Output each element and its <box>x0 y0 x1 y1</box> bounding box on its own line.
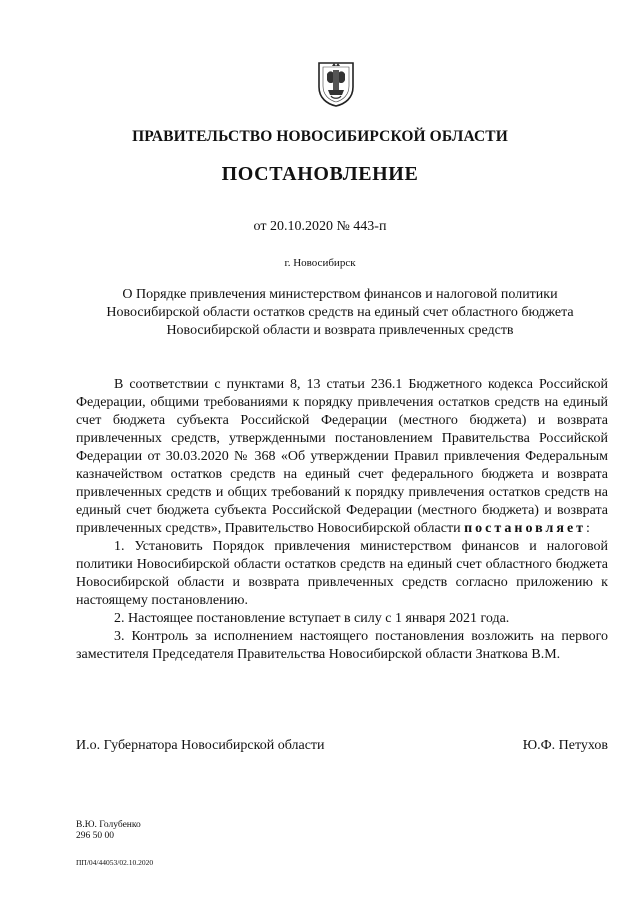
clause-1: 1. Установить Порядок привлечения министерством финансов и налоговой политики Новосибирской области остатков средств на единый счет областного бюджета Новосибирской области и возврата привлеченных средств согласно приложению к настоящему постановлению. <box>76 539 608 608</box>
document-body <box>76 376 608 664</box>
executor-phone: 296 50 00 <box>76 831 114 841</box>
clause-3: 3. Контроль за исполнением настоящего постановления возложить на первого заместителя Председателя Правительства Новосибирской области Знаткова В.М. <box>76 629 608 662</box>
date-number: от 20.10.2020 № 443-п <box>253 219 387 234</box>
coat-of-arms-icon <box>315 60 357 108</box>
subject-heading <box>60 286 620 340</box>
document-code: ПП/04/44053/02.10.2020 <box>76 858 154 867</box>
signatory-name: Ю.Ф. Петухов <box>522 738 608 753</box>
decree-word: постановляет <box>464 521 587 536</box>
executor-info <box>76 820 141 842</box>
subject-line: Новосибирской области и возврата привлеченных средств <box>166 323 514 338</box>
signature-block <box>76 738 608 754</box>
clause-2: 2. Настоящее постановление вступает в силу с 1 января 2021 года. <box>114 611 510 626</box>
executor-name: В.Ю. Голубенко <box>76 820 141 830</box>
subject-line: Новосибирской области остатков средств на единый счет областного бюджета <box>106 305 574 320</box>
preamble-text: В соответствии с пунктами 8, 13 статьи 236.1 Бюджетного кодекса Российской Федерации, общими требованиями к порядку привлечения остатков средств на единый счет бюджета субъекта Российской Федерации (местного бюджета) и возврата привлеченных средств, утвержденными постановлением Правительства Российской Федерации от 30.03.2020 № 368 «Об утверждении Правил привлечения Федеральным казначейством остатков средств на единый счет федерального бюджета и возврата привлеченных средств и общих требований к порядку привлечения остатков средств на единый счет бюджета субъекта Российской Федерации (местного бюджета) и возврата привлеченных средств», Правительство Новосибирской области <box>76 377 608 536</box>
decree-colon: : <box>586 521 590 536</box>
organization-title: ПРАВИТЕЛЬСТВО НОВОСИБИРСКОЙ ОБЛАСТИ <box>132 128 508 145</box>
preamble-paragraph <box>76 376 608 538</box>
signatory-position: И.о. Губернатора Новосибирской области <box>76 738 325 753</box>
document-type-title: ПОСТАНОВЛЕНИЕ <box>221 163 419 185</box>
city: г. Новосибирск <box>284 257 356 269</box>
subject-line: О Порядке привлечения министерством финансов и налоговой политики <box>122 287 558 302</box>
